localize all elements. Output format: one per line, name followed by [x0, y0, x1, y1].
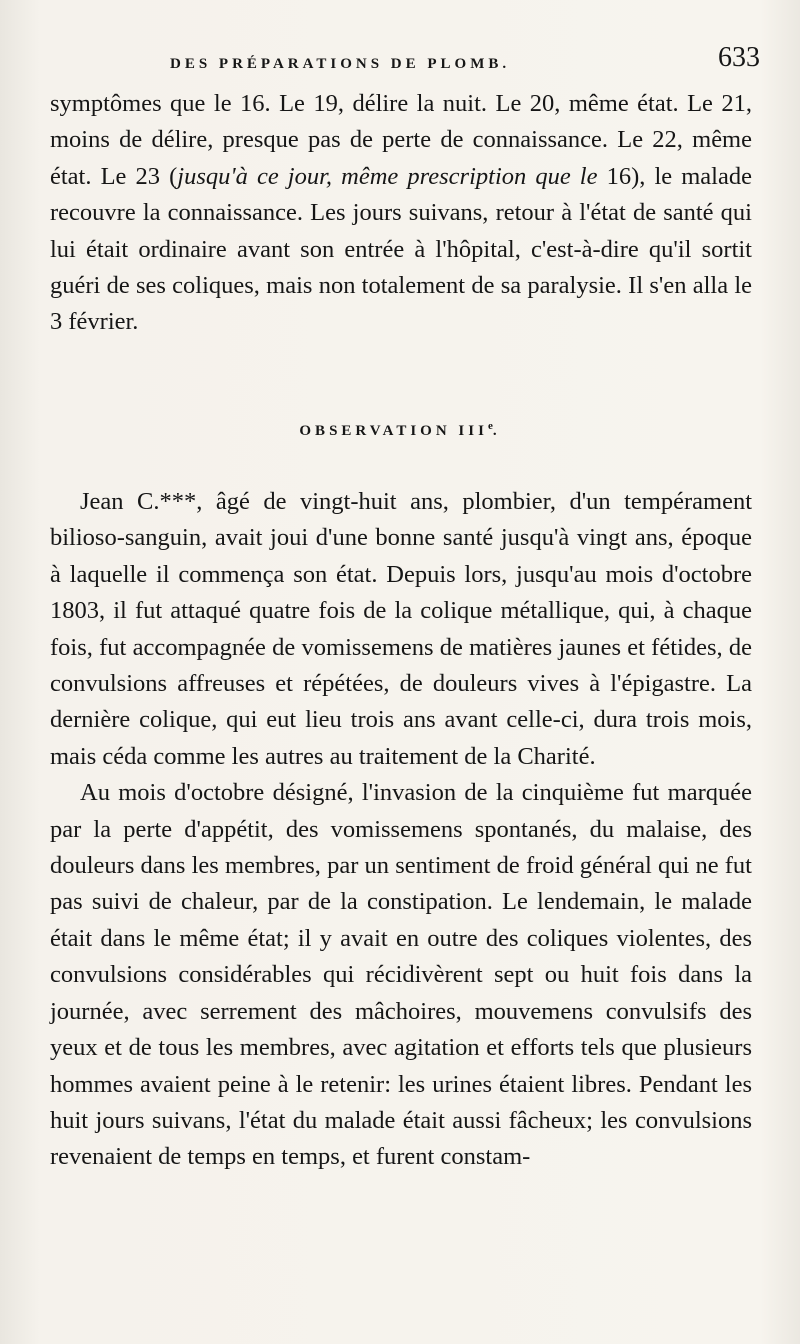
- page-header: [40, 42, 760, 82]
- running-head: DES PRÉPARATIONS DE PLOMB.: [170, 56, 511, 72]
- paragraph-1: symptômes que le 16. Le 19, délire la nuit. Le 20, même état. Le 21, moins de délire, presque pas de perte de connaissance. Le 22, même état. Le 23 (jusqu'à ce jour, même prescription que le 16), le malade recouvre la connaissance. Les jours suivans, retour à l'état de santé qui lui était ordinaire avant son entrée à l'hôpital, c'est-à-dire qu'il sortit guéri de ses coliques, mais non totalement de sa paralysie. Il s'en alla le 3 février.: [50, 90, 752, 336]
- paragraph-2: Jean C.***, âgé de vingt-huit ans, plombier, d'un tempérament bilioso-sanguin, avait joui d'une bonne santé jusqu'à vingt ans, époque à laquelle il commença son état. Depuis lors, jusqu'au mois d'octobre 1803, il fut attaqué quatre fois de la colique métallique, qui, à chaque fois, fut accompagnée de vomissemens de matières jaunes et fétides, de convulsions affreuses et répétées, de douleurs vives à l'épigastre. La dernière colique, qui eut lieu trois ans avant celle-ci, dura trois mois, mais céda comme les autres au traitement de la Charité.: [50, 488, 752, 770]
- paragraph-3: Au mois d'octobre désigné, l'invasion de la cinquième fut marquée par la perte d'appétit, des vomissemens spontanés, du malaise, des douleurs dans les membres, par un sentiment de froid général qui ne fut pas suivi de chaleur, par de la constipation. Le lendemain, le malade était dans le même état; il y avait en outre des coliques violentes, des convulsions considérables qui récidivèrent sept ou huit fois dans la journée, avec serrement des mâchoires, mouvemens convulsifs des yeux et de tous les membres, avec agitation et efforts tels que plusieurs hommes avaient peine à le retenir: les urines étaient libres. Pendant les huit jours suivans, l'état du malade était aussi fâcheux; les convulsions revenaient de temps en temps, et furent constam-: [50, 779, 752, 1171]
- section-title: OBSERVATION IIIe.: [299, 420, 501, 439]
- page-number: 633: [718, 42, 760, 73]
- italic-phrase: jusqu'à ce jour, même prescription que le: [177, 162, 598, 190]
- paragraph-continuation: [50, 86, 752, 341]
- observation-body: [50, 484, 752, 1176]
- section-title-superscript: e: [487, 420, 493, 432]
